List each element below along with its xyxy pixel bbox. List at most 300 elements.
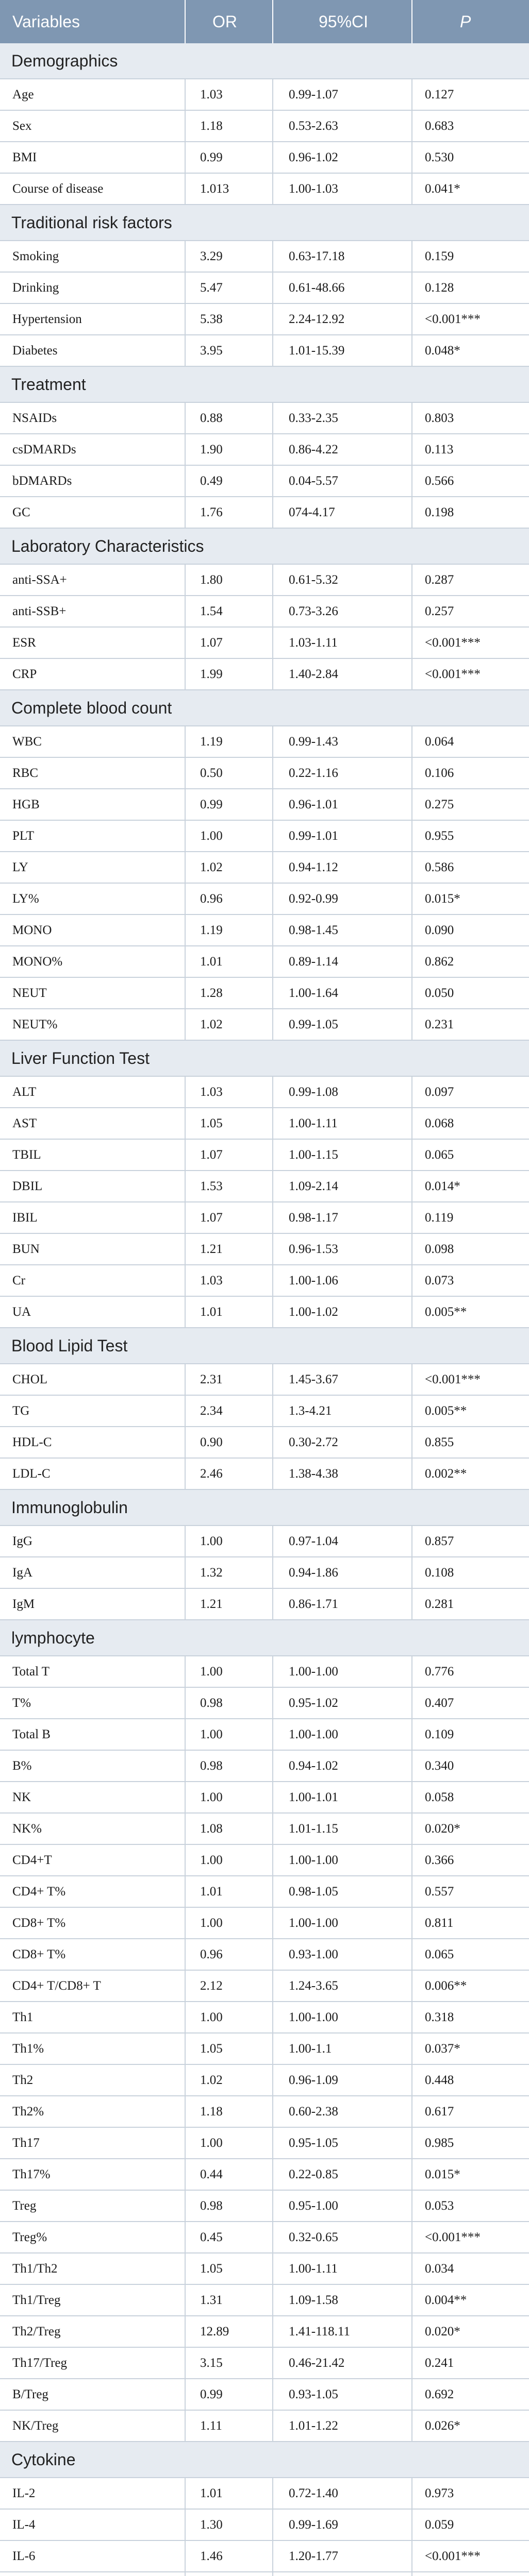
variable-cell: Sex <box>0 111 186 141</box>
ci-cell: 2.24-12.92 <box>273 304 412 334</box>
p-value-cell: 0.566 <box>425 473 454 488</box>
p-value-cell: <0.001*** <box>425 2230 481 2244</box>
variable-cell: TBIL <box>0 1140 186 1170</box>
variable-cell: Th1/Th2 <box>0 2253 186 2284</box>
table-row <box>0 2191 529 2222</box>
or-cell: 1.03 <box>186 1265 273 1296</box>
variable-cell: MONO <box>0 915 186 945</box>
ci-cell: 1.41-118.11 <box>273 2316 412 2347</box>
header-ci: 95%CI <box>273 0 412 43</box>
or-cell: 1.11 <box>186 2411 273 2441</box>
ci-cell: 0.73-3.26 <box>273 596 412 626</box>
section-title: Immunoglobulin <box>11 1498 128 1517</box>
or-cell: 0.45 <box>186 2222 273 2252</box>
or-cell: 1.01 <box>186 1297 273 1327</box>
or-cell: 1.02 <box>186 1009 273 1040</box>
table-row <box>0 111 529 142</box>
section-header-row <box>0 43 529 79</box>
p-value-cell: 0.198 <box>425 505 454 519</box>
p-value-cell: 0.287 <box>425 572 454 587</box>
ci-cell: 0.86-1.71 <box>273 1589 412 1619</box>
ci-cell: 0.89-1.14 <box>273 946 412 977</box>
variable-cell: NK% <box>0 1814 186 1844</box>
variable-cell: AST <box>0 1108 186 1139</box>
table-row <box>0 2348 529 2379</box>
ci-cell: 1.00-1.11 <box>273 1108 412 1139</box>
p-value-cell: 0.557 <box>425 1884 454 1899</box>
table-row <box>0 2572 529 2576</box>
or-cell: 1.07 <box>186 628 273 658</box>
table-row <box>0 978 529 1009</box>
p-value-cell: 0.113 <box>425 442 454 456</box>
or-cell: 1.00 <box>186 1845 273 1875</box>
table-row <box>0 821 529 852</box>
table-row <box>0 2128 529 2159</box>
ci-cell: 0.94-1.86 <box>273 1557 412 1588</box>
p-value-cell: 0.985 <box>425 2136 454 2150</box>
or-cell: 0.44 <box>186 2159 273 2190</box>
variable-cell: RBC <box>0 758 186 788</box>
variable-cell: BMI <box>0 142 186 173</box>
p-value-cell: 0.776 <box>425 1664 454 1679</box>
ci-cell: 0.97-1.04 <box>273 1526 412 1556</box>
ci-cell: 0.93-1.05 <box>273 2379 412 2410</box>
p-value-cell: 0.128 <box>425 280 454 295</box>
or-cell: 12.89 <box>186 2316 273 2347</box>
ci-cell: 1.00-1.11 <box>273 2253 412 2284</box>
ci-cell: 0.98-1.45 <box>273 915 412 945</box>
p-value-cell: 0.059 <box>425 2517 454 2532</box>
table-row <box>0 335 529 367</box>
p-value-cell: 0.097 <box>425 1084 454 1099</box>
table-row <box>0 2096 529 2128</box>
p-value-cell: 0.015* <box>425 2167 460 2181</box>
ci-cell: 1.00-1.15 <box>273 1140 412 1170</box>
table-row <box>0 2033 529 2065</box>
p-value-cell: 0.973 <box>425 2486 454 2500</box>
ci-cell: 1.01-15.39 <box>273 335 412 366</box>
variable-cell: Th1/Treg <box>0 2285 186 2315</box>
ci-cell: 1.40-2.84 <box>273 659 412 689</box>
variable-cell: NK <box>0 1782 186 1812</box>
p-value-cell: 0.955 <box>425 828 454 843</box>
p-value-cell: 0.026* <box>425 2418 460 2433</box>
or-cell: 1.07 <box>186 1202 273 1233</box>
variable-cell: LY <box>0 852 186 883</box>
table-row <box>0 2285 529 2316</box>
or-cell: 1.00 <box>186 1656 273 1687</box>
table-row <box>0 1719 529 1751</box>
p-value-cell: 0.530 <box>425 150 454 164</box>
p-value-cell: 0.041* <box>425 181 460 196</box>
table-row <box>0 2411 529 2442</box>
p-value-cell: 0.020* <box>425 2324 460 2338</box>
p-value-cell: 0.106 <box>425 766 454 780</box>
table-row <box>0 79 529 111</box>
or-cell: 1.80 <box>186 565 273 595</box>
or-cell: 3.95 <box>186 335 273 366</box>
ci-cell: 0.96-1.09 <box>273 2065 412 2095</box>
or-cell: 1.28 <box>186 978 273 1008</box>
section-title: lymphocyte <box>11 1628 95 1647</box>
ci-cell: 1.00-1.00 <box>273 1845 412 1875</box>
variable-cell: Treg% <box>0 2222 186 2252</box>
or-cell: 1.54 <box>186 596 273 626</box>
ci-cell: 0.99-1.69 <box>273 2510 412 2540</box>
table-row <box>0 884 529 915</box>
variable-cell: Treg <box>0 2191 186 2221</box>
p-value-cell: 0.037* <box>425 2041 460 2056</box>
p-value-cell: 0.109 <box>425 1727 454 1741</box>
ci-cell: 0.98-1.05 <box>273 1876 412 1907</box>
table-row <box>0 1782 529 1814</box>
table-row <box>0 1814 529 1845</box>
ci-cell: 1.00-1.01 <box>273 1782 412 1812</box>
or-cell: 1.18 <box>186 111 273 141</box>
p-value-cell: 0.275 <box>425 797 454 811</box>
table-row <box>0 434 529 466</box>
ci-cell: 0.99-1.01 <box>273 821 412 851</box>
p-value-cell: 0.407 <box>425 1696 454 1710</box>
p-value-cell: 0.855 <box>425 1435 454 1449</box>
or-cell: 1.00 <box>186 2002 273 2032</box>
variable-cell: MONO% <box>0 946 186 977</box>
or-cell: 3.29 <box>186 241 273 272</box>
or-cell: 1.00 <box>186 2128 273 2158</box>
p-value-cell: 0.617 <box>425 2104 454 2119</box>
table-row <box>0 1845 529 1876</box>
section-title: Laboratory Characteristics <box>11 536 204 555</box>
p-value-cell: 0.002** <box>425 1466 467 1481</box>
table-row <box>0 1459 529 1490</box>
variable-cell: CHOL <box>0 1364 186 1395</box>
variable-cell: Total B <box>0 1719 186 1750</box>
variable-cell: Th1 <box>0 2002 186 2032</box>
table-row <box>0 565 529 596</box>
variable-cell: Th17% <box>0 2159 186 2190</box>
p-value-cell: 0.281 <box>425 1597 454 1611</box>
section-header-row <box>0 529 529 565</box>
ci-cell: 1.00-1.1 <box>273 2033 412 2064</box>
table-row <box>0 2478 529 2510</box>
table-body <box>0 43 529 2576</box>
ci-cell: 1.45-3.67 <box>273 1364 412 1395</box>
p-value-cell: 0.857 <box>425 1534 454 1548</box>
ci-cell: 0.30-2.72 <box>273 1427 412 1458</box>
table-row <box>0 2510 529 2541</box>
or-cell: 1.21 <box>186 1234 273 1264</box>
ci-cell: 074-4.17 <box>273 497 412 528</box>
section-title: Blood Lipid Test <box>11 1336 128 1355</box>
ci-cell: 1.24-3.65 <box>273 1971 412 2001</box>
ci-cell: 1.00-1.00 <box>273 1656 412 1687</box>
variable-cell: Age <box>0 79 186 110</box>
variable-cell: IL-4 <box>0 2510 186 2540</box>
or-cell: 0.96 <box>186 884 273 914</box>
table-row <box>0 1427 529 1459</box>
p-value-cell: 0.692 <box>425 2387 454 2401</box>
table-row <box>0 1688 529 1719</box>
section-title: Traditional risk factors <box>11 213 172 232</box>
or-cell: 5.47 <box>186 273 273 303</box>
variable-cell: IL-2 <box>0 2478 186 2509</box>
ci-cell: 0.22-1.16 <box>273 758 412 788</box>
p-value-cell: <0.001*** <box>425 2549 481 2563</box>
table-row <box>0 1908 529 1939</box>
table-row <box>0 946 529 978</box>
or-cell: 1.76 <box>186 497 273 528</box>
or-cell: 1.01 <box>186 1876 273 1907</box>
p-value-cell: 0.020* <box>425 1821 460 1836</box>
or-cell: 0.98 <box>186 1751 273 1781</box>
p-value-cell: 0.862 <box>425 954 454 969</box>
table-row <box>0 789 529 821</box>
p-value-cell: 0.005** <box>425 1403 467 1418</box>
or-cell: 1.00 <box>186 821 273 851</box>
or-cell: 1.46 <box>186 2541 273 2571</box>
p-value-cell: <0.001*** <box>425 1372 481 1386</box>
variable-cell: TG <box>0 1396 186 1426</box>
table-row <box>0 1297 529 1328</box>
or-cell: 1.02 <box>186 2065 273 2095</box>
p-value-cell: 0.006** <box>425 1978 467 1993</box>
table-row <box>0 304 529 335</box>
ci-cell: 1.3-4.21 <box>273 1396 412 1426</box>
table-row <box>0 1939 529 1971</box>
or-cell: 1.013 <box>186 174 273 204</box>
or-cell: 2.34 <box>186 1396 273 1426</box>
table-row <box>0 852 529 884</box>
ci-cell: 0.86-4.22 <box>273 434 412 465</box>
p-value-cell: 0.068 <box>425 1116 454 1130</box>
ci-cell: 0.96-1.02 <box>273 142 412 173</box>
or-cell: 0.99 <box>186 2379 273 2410</box>
section-header-row <box>0 367 529 403</box>
ci-cell: 0.72-1.40 <box>273 2478 412 2509</box>
section-header-row <box>0 1328 529 1364</box>
section-header-row <box>0 690 529 726</box>
table-header-row <box>0 0 529 43</box>
table-row <box>0 2065 529 2096</box>
variable-cell: CD4+ T/CD8+ T <box>0 1971 186 2001</box>
table-row <box>0 1140 529 1171</box>
ci-cell: 1.00-1.00 <box>273 2002 412 2032</box>
ci-cell: 1.00-1.06 <box>273 1265 412 1296</box>
variable-cell: NEUT <box>0 978 186 1008</box>
or-cell: 1.18 <box>186 2096 273 2127</box>
p-value-cell: 0.004** <box>425 2293 467 2307</box>
variable-cell: NEUT% <box>0 1009 186 1040</box>
ci-cell: 1.00-1.00 <box>273 1719 412 1750</box>
ci-cell: 0.53-2.63 <box>273 111 412 141</box>
p-value-cell: 0.053 <box>425 2198 454 2213</box>
p-value-cell: 0.448 <box>425 2073 454 2087</box>
or-cell: 1.05 <box>186 2033 273 2064</box>
table-row <box>0 1202 529 1234</box>
variable-cell: UA <box>0 1297 186 1327</box>
or-cell: 5.38 <box>186 304 273 334</box>
p-value-cell: 0.318 <box>425 2010 454 2024</box>
ci-cell: 0.32-0.65 <box>273 2222 412 2252</box>
table-row <box>0 1656 529 1688</box>
ci-cell: 0.92-0.99 <box>273 884 412 914</box>
p-value-cell: 0.065 <box>425 1147 454 1162</box>
table-row <box>0 241 529 273</box>
section-title: Liver Function Test <box>11 1048 150 1067</box>
variable-cell: Th2 <box>0 2065 186 2095</box>
p-value-cell: 0.034 <box>425 2261 454 2276</box>
ci-cell: 0.94-1.02 <box>273 1751 412 1781</box>
variable-cell: B% <box>0 1751 186 1781</box>
p-value-cell: 0.058 <box>425 1790 454 1804</box>
p-value-cell: 0.005** <box>425 1304 467 1319</box>
or-cell: 1.30 <box>186 2510 273 2540</box>
variable-cell: Course of disease <box>0 174 186 204</box>
p-value-cell: 0.108 <box>425 1565 454 1580</box>
or-cell: 1.00 <box>186 1719 273 1750</box>
or-cell: 0.96 <box>186 1939 273 1970</box>
table-row <box>0 2253 529 2285</box>
ci-cell: 0.63-17.18 <box>273 241 412 272</box>
p-value-cell: 0.340 <box>425 1758 454 1773</box>
or-cell: 0.99 <box>186 142 273 173</box>
ci-cell: 0.95-1.05 <box>273 2128 412 2158</box>
or-cell: 0.98 <box>186 1688 273 1718</box>
or-cell: 1.05 <box>186 2253 273 2284</box>
table-row <box>0 174 529 205</box>
variable-cell: GC <box>0 497 186 528</box>
or-cell: 1.99 <box>186 659 273 689</box>
section-header-row <box>0 205 529 241</box>
table-row <box>0 1971 529 2002</box>
p-value-cell: 0.586 <box>425 860 454 874</box>
table-row <box>0 2316 529 2348</box>
or-cell: 1.01 <box>186 2478 273 2509</box>
table-row <box>0 915 529 946</box>
variable-cell: csDMARDs <box>0 434 186 465</box>
variable-cell: Smoking <box>0 241 186 272</box>
p-value-cell: 0.803 <box>425 411 454 425</box>
variable-cell: NK/Treg <box>0 2411 186 2441</box>
or-cell: 1.19 <box>186 915 273 945</box>
ci-cell: 0.61-48.66 <box>273 273 412 303</box>
table-row <box>0 2541 529 2572</box>
ci-cell: 1.00-1.02 <box>273 1297 412 1327</box>
section-header-row <box>0 1620 529 1656</box>
or-cell: 2.12 <box>186 1971 273 2001</box>
ci-cell: 0.99-1.43 <box>273 726 412 757</box>
or-cell: 1.00 <box>186 1908 273 1938</box>
or-cell: 1.05 <box>186 1108 273 1139</box>
ci-cell: 1.38-4.38 <box>273 1459 412 1489</box>
ci-cell: 0.98-1.17 <box>273 1202 412 1233</box>
p-value-cell: 0.090 <box>425 923 454 937</box>
p-value-cell: 0.015* <box>425 891 460 906</box>
ci-cell: 0.46-21.42 <box>273 2348 412 2378</box>
table-row <box>0 497 529 529</box>
ci-cell: 0.33-2.35 <box>273 403 412 433</box>
or-cell: 0.99 <box>186 789 273 820</box>
table-row <box>0 2222 529 2253</box>
ci-cell: 1.09-2.14 <box>273 1171 412 1201</box>
variable-cell: B/Treg <box>0 2379 186 2410</box>
variable-cell: IgM <box>0 1589 186 1619</box>
p-value-cell <box>412 2572 529 2576</box>
variable-cell: DBIL <box>0 1171 186 1201</box>
or-cell: 1.01 <box>186 946 273 977</box>
ci-cell: 0.96-1.53 <box>273 1234 412 1264</box>
p-value-cell: 0.098 <box>425 1242 454 1256</box>
or-cell: 1.08 <box>186 1814 273 1844</box>
variable-cell: HGB <box>0 789 186 820</box>
p-value-cell: 0.127 <box>425 87 454 101</box>
ci-cell: 0.94-1.12 <box>273 852 412 883</box>
header-or: OR <box>186 0 273 43</box>
or-cell: 0.88 <box>186 403 273 433</box>
table-row <box>0 403 529 434</box>
table-row <box>0 1526 529 1557</box>
p-value-cell: 0.065 <box>425 1947 454 1961</box>
ci-cell: 1.09-1.58 <box>273 2285 412 2315</box>
variable-cell: NSAIDs <box>0 403 186 433</box>
header-p: P <box>460 12 471 31</box>
or-cell: 0.50 <box>186 758 273 788</box>
table-row <box>0 1009 529 1041</box>
variable-cell: LDL-C <box>0 1459 186 1489</box>
variable-cell: IgG <box>0 1526 186 1556</box>
ci-cell: 1.01-1.22 <box>273 2411 412 2441</box>
p-value-cell: 0.811 <box>425 1916 454 1930</box>
ci-cell: 0.22-0.85 <box>273 2159 412 2190</box>
table-row <box>0 1265 529 1297</box>
or-cell: 1.03 <box>186 79 273 110</box>
ci-cell: 0.04-5.57 <box>273 466 412 496</box>
table-row <box>0 1396 529 1427</box>
ci-cell: 1.03-1.11 <box>273 628 412 658</box>
table-row <box>0 596 529 628</box>
variable-cell: Th1% <box>0 2033 186 2064</box>
or-cell: 1.32 <box>186 1557 273 1588</box>
p-value-cell: 0.366 <box>425 1853 454 1867</box>
table-row <box>0 2159 529 2191</box>
header-variables: Variables <box>0 0 186 43</box>
p-value-cell: <0.001*** <box>425 312 481 326</box>
table-row <box>0 1876 529 1908</box>
variable-cell: Cr <box>0 1265 186 1296</box>
or-cell: 1.31 <box>186 2285 273 2315</box>
variable-cell: WBC <box>0 726 186 757</box>
variable-cell: CRP <box>0 659 186 689</box>
ci-cell: 0.61-5.32 <box>273 565 412 595</box>
or-cell: 1.00 <box>186 1782 273 1812</box>
variable-cell: Th2/Treg <box>0 2316 186 2347</box>
variable-cell: anti-SSB+ <box>0 596 186 626</box>
section-title: Complete blood count <box>11 698 172 717</box>
p-value-cell: 0.231 <box>425 1017 454 1031</box>
variable-cell: CD8+ T% <box>0 1908 186 1938</box>
or-cell: 1.02 <box>186 852 273 883</box>
p-value-cell: <0.001*** <box>425 635 481 650</box>
variable-cell: Hypertension <box>0 304 186 334</box>
ci-cell: 0.99-1.05 <box>273 1009 412 1040</box>
ci-cell: 1.00-1.64 <box>273 978 412 1008</box>
variable-cell: IL-6 <box>0 2541 186 2571</box>
ci-cell: 0.99-1.08 <box>273 1077 412 1107</box>
ci-cell: 0.60-2.38 <box>273 2096 412 2127</box>
variable-cell: T% <box>0 1688 186 1718</box>
ci-cell: 1.00-1.00 <box>273 1908 412 1938</box>
or-cell <box>186 2572 273 2576</box>
